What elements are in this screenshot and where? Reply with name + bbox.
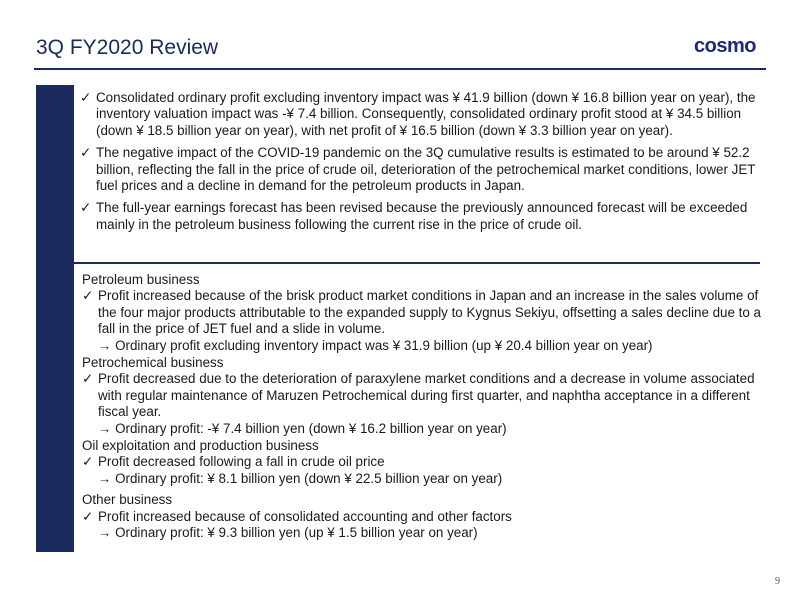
page-number: 9 [775, 576, 780, 587]
segment-point-text: Profit increased because of the brisk product market conditions in Japan and an increase in the sales volume of the four major products attributable to the expanded supply to Kygnus Sekiyu, offsetting a sales decline due to a fall in the price of JET fuel and a slide in volume. [98, 288, 762, 337]
segment-point-text: Profit decreased due to the deterioration of paraxylene market conditions and a decrease in volume associated with regular maintenance of Maruzen Petrochemical during first quarter, and naphtha acceptance in a different fiscal year. [98, 371, 755, 420]
segment-title: Oil exploitation and production business [82, 438, 319, 454]
segment-result: → Ordinary profit: -¥ 7.4 billion yen (down ¥ 16.2 billion year on year) [98, 420, 507, 436]
segment-point-text: Profit decreased following a fall in crude oil price [98, 454, 385, 470]
segment-point [82, 509, 762, 525]
check-icon: ✓ [80, 145, 92, 161]
segment-point-text: Profit increased because of consolidated accounting and other factors [98, 508, 512, 524]
segment-result: → Ordinary profit: ¥ 9.3 billion yen (up ¥ 1.5 billion year on year) [98, 525, 478, 541]
segment-petrochemical [82, 355, 762, 437]
check-icon: ✓ [80, 200, 92, 216]
summary-bullet [80, 90, 762, 139]
segment-result: → Ordinary profit excluding inventory impact was ¥ 31.9 billion (up ¥ 20.4 billion year on year) [98, 337, 653, 353]
summary-section [80, 90, 762, 239]
summary-bullet [80, 200, 762, 233]
summary-text: The negative impact of the COVID-19 pandemic on the 3Q cumulative results is estimated to be around ¥ 52.2 billion, reflecting the fall in the price of crude oil, deterioration of the petrochemical market conditions, lower JET fuel prices and a decline in demand for the petroleum products in Japan. [96, 145, 756, 194]
check-icon: ✓ [80, 90, 92, 105]
segment-petroleum [82, 272, 762, 354]
segment-oil-exploitation [82, 438, 762, 487]
segment-point [82, 371, 762, 420]
segment-point [82, 454, 762, 470]
summary-bullet [80, 145, 762, 194]
segment-title: Petrochemical business [82, 355, 224, 371]
title-divider [34, 68, 766, 70]
summary-text: The full-year earnings forecast has been revised because the previously announced forecast will be exceeded mainly in the petroleum business following the current rise in the price of crude oil. [96, 200, 748, 232]
segments-section [82, 272, 762, 543]
segment-point [82, 288, 762, 337]
summary-text: Consolidated ordinary profit excluding inventory impact was ¥ 41.9 billion (down ¥ 16.8 billion year on year), the inventory valuation impact was -¥ 7.4 billion. Consequently, consolidated ordinary profit stood at ¥ 34.5 billion (down ¥ 18.5 billion year on year), with net profit of ¥ 16.5 billion (down ¥ 3.3 billion year on year). [96, 90, 756, 138]
segment-other [82, 492, 762, 541]
check-icon: ✓ [82, 371, 94, 387]
segment-title: Other business [82, 492, 173, 508]
cosmo-logo: cosmo [694, 35, 756, 57]
segment-result: → Ordinary profit: ¥ 8.1 billion yen (down ¥ 22.5 billion year on year) [98, 470, 503, 486]
segment-title: Petroleum business [82, 272, 200, 287]
sidebar-accent-bar [36, 85, 74, 552]
check-icon: ✓ [82, 288, 94, 304]
check-icon: ✓ [82, 508, 94, 524]
section-divider [74, 262, 760, 264]
check-icon: ✓ [82, 454, 94, 470]
page-title: 3Q FY2020 Review [36, 36, 219, 59]
